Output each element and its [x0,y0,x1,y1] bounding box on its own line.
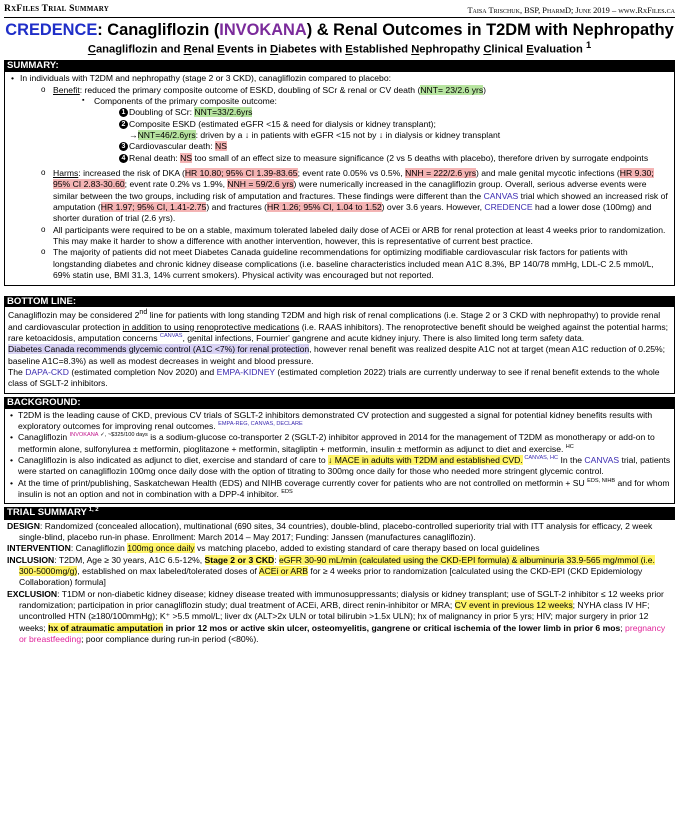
harms-hr4: HR 1.26; 95% CI, 1.04 to 1.52 [267,202,382,213]
exc-a: : T1DM or non-diabetic kidney disease; kidney disease treated with immunosuppressants; dialysis or kidney transplant; use of SGLT-2 inhibitor ≤ 12 weeks prior randomization; participation in prior canagliflozin study; dual treatment of ACEi, ARB, direct renin-inhibitor or MRA; [19,588,664,611]
acr-e: E [217,43,225,56]
exclusion-label: EXCLUSION [7,588,58,599]
component-2-detail [8,130,671,141]
bottom-line-p3 [8,367,671,390]
harms-t9: had a lower dose (100mg) and shorter duration of trial (2.6 yrs). [53,202,652,224]
bl-empa: EMPA-KIDNEY [216,367,276,378]
exc-c: in prior 12 mos or active skin ulcer, osteomyelitis, gangrene or critical ischemia of the lower limb in prior 6 mos [163,622,621,633]
exclusion-row [7,589,672,646]
bg-b4-sup2: EDS [281,489,293,496]
bg-b4-sup1: EDS, NIHB [587,477,616,484]
bl-t4: , genital infections, Fournier' gangrene and acute kidney injury. There is also limited long term safety data. [182,333,585,344]
number-1-icon: 1 [119,108,128,117]
bl-t5: Diabetes Canada recommends glycemic control (A1C <7%) for renal protection [8,344,310,355]
exc-b: ; NYHA class IV HF; uncontrolled HTN (≥180/100mmHg); K⁺ >5.5 mmol/L; liver dx (ALT>2x ULN or total bilirubin >1.5x ULN); hx of malignancy in prior 5 yrs; HIV; major surgery in prior 12 weeks; [19,600,650,633]
int-y: 100mg once daily [127,543,195,554]
acr-e2: E [345,43,353,56]
exc-pk: pregnancy or breastfeeding [19,622,666,645]
c1-nnt: NNT=33/2.6yrs [194,107,253,118]
ts-heading: TRIAL SUMMARY [7,507,87,519]
int-a: : Canagliflozin [70,543,128,554]
bl-t7: The [8,367,26,378]
sub-t2: enal [191,43,218,56]
bl-sup2: CANVAS [159,333,183,340]
bg-b3a: Canagliflozin is also indicated as adjunct to diet, exercise and standard of care to [18,455,329,466]
sub-t3: vents in [224,43,271,56]
c4-ns: NS [180,152,193,163]
inclusion-row [7,555,672,589]
summary-point-4: o The majority of patients did not meet Diabetes Canada guideline recommendations for optimizing modifiable cardiovascular risk factors for patients with longstanding diabetes and chronic kidney disease complications (i.e. baseline characteristics included mean A1C 8.3%, BP 140/78 mmHg, LDL-C 2.5 mmol/L, 69% statin use, BMI 31.3, 14% current smokers). Physical activity was encouraged but not reported. [8,247,671,281]
sub-t7: linical [491,43,527,56]
background-heading: BACKGROUND: [4,397,675,409]
inc-y2: eGFR 30-90 mL/min (calculated using the CKD-EPI formula) & albuminuria 33.9-565 mg/mmol (i.e. 300-5000mg/g) [19,554,655,577]
design-label: DESIGN [7,520,40,531]
acr-ce: C [483,43,492,56]
acr-r: R [183,43,192,56]
exc-e: ; poor compliance during run-in period (<80%). [81,634,259,645]
summary-intro: • In individuals with T2DM and nephropathy (stage 2 or 3 CKD), canagliflozin compared to placebo: [8,73,671,84]
acr-d: D [270,43,279,56]
background-box [4,409,675,505]
inc-c: , established on max labeled/tolerated doses of [77,566,259,577]
trial-summary-heading [4,507,675,519]
summary-heading: SUMMARY: [4,60,675,72]
harms-t6: trial which showed an increased risk of amputation ( [53,190,668,213]
c3-ns: NS [214,141,227,152]
bg-b2b: is a sodium-glucose co-transporter 2 (SGLT-2) inhibitor approved in 2014 for the management of T2DM as monotherapy or add-on to metformin alone, sulfonylurea ± metformin, pioglitazone + metformin, sitagliptin + metformin, insulin ± metformin as adjunct to diet and exercise. [18,432,655,454]
component-2 [8,119,671,130]
sub-t5: stablished [352,43,412,56]
c4-text: Renal death: [129,152,181,163]
trial-summary-box [4,520,675,647]
summary-components: ▪ Components of the primary composite outcome: [8,96,671,107]
number-2-icon: 2 [119,120,128,129]
bg-b1: T2DM is the leading cause of CKD, previous CV trials of SGLT-2 inhibitors demonstrated CV protection and suggested a signal for potential kidney benefits results with exploratory outcomes for improving renal outcomes. [18,409,653,432]
c2-nnt: NNT=46/2.6yrs [137,130,196,141]
bg-b3-canvas: CANVAS [584,455,620,466]
exc-d: ; [620,622,626,633]
inc-b: : [274,554,280,565]
bl-t2u: in addition to using renoprotective medications [122,321,300,332]
bottom-line-p2 [8,344,671,367]
inc-y1: Stage 2 or 3 CKD [204,554,275,565]
sub-t1: anagliflozin and [95,43,184,56]
bl-t9: (estimated completion 2022) trials are currently underway to see if renal benefit extends to the whole class of SGLT-2 inhibitors. [8,367,660,389]
harms-t1: : increased the risk of DKA ( [78,168,185,179]
ts-heading-sup: 1, 2 [86,507,99,514]
intervention-label: INTERVENTION [7,543,71,554]
sub-t4: iabetes with [278,43,346,56]
harms-credence: CREDENCE [484,202,533,213]
bg-b2-sup3: HC [565,443,574,450]
acr-c: C [87,43,96,56]
harms-t2: ; event rate 0.05% vs 0.5%, [297,168,406,179]
bg-b2-sup2: ✓, ~$325/100 days [98,432,148,439]
summary-box [4,72,675,285]
title-trial-name: CREDENCE [5,20,98,39]
sub-sup: 1 [585,40,592,51]
c4-rest: too small of an effect size to measure significance (2 vs 5 deaths with placebo), therefore driven by surrogate endpoints [192,152,649,163]
c3-text: Cardiovascular death: [129,141,215,152]
bg-b3c: trial, patients were started on canagliflozin 100mg once daily dose with the option of titrating to 300mg once daily for those who needed more stringent glycemic control. [18,455,671,477]
harms-t8: ) over 3.6 years. However, [381,202,485,213]
bg-b3b: In the [558,455,585,466]
component-1 [8,107,671,118]
harms-t3: ) and male genital mycotic infections ( [476,168,620,179]
bottom-line-heading: BOTTOM LINE: [4,296,675,308]
bottom-line-p1 [8,308,671,344]
benefit-text: : reduced the primary composite outcome of ESKD, doubling of SCr & renal or CV death ( [79,84,421,95]
bg-b3-sup: CANVAS, HC [522,455,559,462]
exc-y1: CV event in previous 12 weeks [454,600,573,611]
intervention-row [7,543,672,554]
header-right: Taisa Trischuk, BSP, PharmD; June 2019 – www.RxFiles.ca [467,5,675,15]
background-point-1 [8,410,671,433]
benefit-end: ) [483,84,487,95]
sub-t6: ephropathy [419,43,484,56]
bg-b3-y: ↓ MACE in adults with T2DM and established CVD. [328,455,523,466]
acr-ev: E [526,43,534,56]
harms-t5: ) were numerically increased in the canagliflozin group. Overall, serious adverse events were similar between the two groups, including risk of amputation and fractures. These findings were different than the [53,179,647,201]
bl-t3: (i.e. RAAS inhibitors). The renoprotective benefit should be weighed against the potential harms; rare ketoacidosis, amputation concerns [8,321,669,344]
number-4-icon: 4 [119,154,128,163]
bg-b1-sup: EMPA-REG, CANVAS, DECLARE [218,421,303,428]
title-text-1: : Canagliflozin ( [97,20,220,39]
harms-t4: ; event rate 0.2% vs 1.9%, [124,179,228,190]
arrow-icon: → [129,130,138,141]
int-b: vs matching placebo, added to existing standard of care therapy based on local guidelines [194,543,540,554]
design-row [7,521,672,544]
bg-b2a: Canagliflozin [18,432,70,443]
bg-b2-sup1: INVOKANA [69,432,99,439]
bg-b4: At the time of print/publishing, Saskatchewan Health (EDS) and NIHB coverage currently cover for patients who are not controlled on metformin + SU [18,477,588,488]
header-left: RxFiles Trial Summary [4,3,110,14]
background-point-4 [8,478,671,501]
acr-n: N [411,43,420,56]
inc-a: : T2DM, Age ≥ 30 years, A1C 6.5-12%, [54,554,205,565]
bl-sup: nd [139,308,148,317]
harms-hr3: HR 1.97; 95% CI, 1.41-2.75 [100,202,207,213]
design-text: : Randomized (concealed allocation), multinational (690 sites, 34 countries), double-blind, placebo-controlled superiority trial with ITT analysis for efficacy, 2 week single-blind, placebo run-in phase. Enrollment: March 2014 – May 2017; Funding: Janssen (manufactures canagliflozin). [19,520,653,542]
c2-text: Composite ESKD (estimated eGFR <15 & need for dialysis or kidney transplant); [129,118,436,129]
bg-b4b: and for whom insulin is not an option and not in combination with a DPP-4 inhibitor. [18,477,670,500]
component-4 [8,153,671,164]
inclusion-label: INCLUSION [7,554,55,565]
bl-t8: (estimated completion Nov 2020) and [68,367,217,378]
exc-y2: hx of atraumatic amputation [48,622,164,633]
bottom-line-box [4,307,675,393]
bl-t1: Canagliflozin may be considered 2 [8,310,140,321]
benefit-label: Benefit [53,84,80,95]
harms-canvas: CANVAS [483,190,519,201]
title-text-2: ) & Renal Outcomes in T2DM with Nephropathy [306,20,674,39]
harms-nnh2: NNH = 59/2.6 yrs [227,179,294,190]
bl-dapa: DAPA-CKD [25,367,69,378]
summary-harms [8,168,671,225]
page-subtitle [4,40,675,57]
bl-t2: line for patients with long standing T2DM and high risk of renal complications (i.e. Stage 2 or 3 CKD with nephropathy) to provide renal and cardiovascular protection [8,310,661,332]
inc-d: for ≥ 4 weeks prior to randomization [calculated using the CKD-EPI (CKD Epidemiology Collaboration) formula] [19,566,643,588]
harms-label: Harms [53,168,79,179]
component-3 [8,141,671,152]
summary-point-3: o All participants were required to be on a stable, maximum tolerated labeled daily dose of ACEi or ARB for renal protection at least 4 weeks prior to randomization. This may make it harder to show a difference with another intervention, however, this is representative of current best practice. [8,225,671,248]
header-bar [4,3,675,18]
bl-t6: , however renal benefit was realized despite A1C not at target (mean A1C reduction of 0.25%; baseline A1C=8.3%) as well as modest decreases in weight and blood pressure. [8,344,666,366]
inc-y3: ACEi or ARB [258,566,309,577]
harms-hr2: HR 9.30; 95% CI 2.83-30.60 [53,168,654,190]
title-brand: INVOKANA [219,20,307,39]
page-title [4,20,675,41]
number-3-icon: 3 [119,142,128,151]
background-point-3 [8,455,671,478]
harms-hr1: HR 10.80; 95% CI 1.39-83.65 [184,168,298,179]
background-point-2 [8,432,671,455]
c2-rest: : driven by a ↓ in patients with eGFR <15 not by ↓ in dialysis or kidney transplant [195,130,501,141]
summary-benefit [8,85,671,96]
sub-t8: valuation [533,43,586,56]
c1-text: Doubling of SCr: [129,107,195,118]
harms-nnh1: NNH = 222/2.6 yrs [405,168,476,179]
harms-t7: ) and fractures ( [206,202,268,213]
benefit-nnt: NNT= 23/2.6 yrs [420,84,484,95]
